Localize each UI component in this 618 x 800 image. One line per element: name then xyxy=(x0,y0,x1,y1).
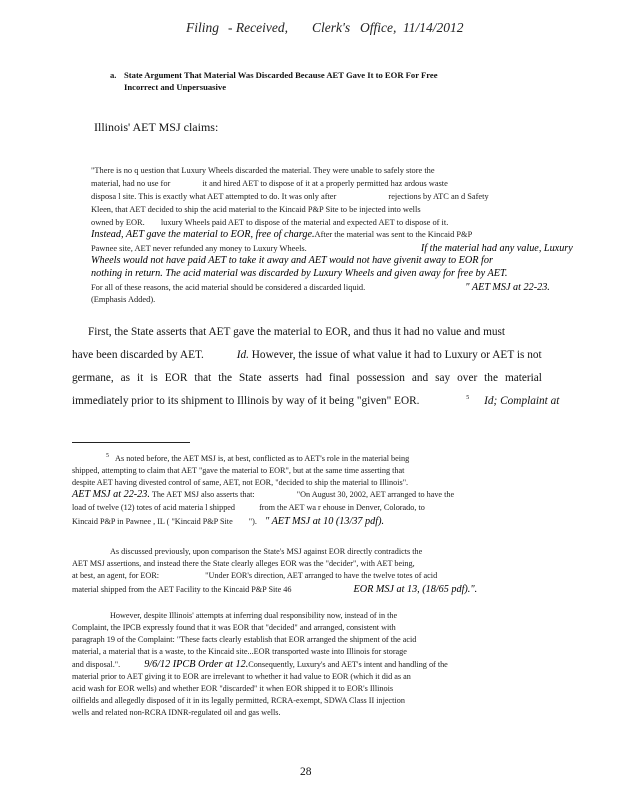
quote-emphasis: If the material had any value, Luxury xyxy=(420,243,573,254)
justified-word: that xyxy=(194,372,212,384)
footnote-text: , IL ( "Kincaid P&P Site xyxy=(153,517,233,526)
quote-emphasis: it away to EOR for xyxy=(415,255,493,266)
footnote-text: at best, an agent, for EOR: xyxy=(72,571,160,580)
footnote-line: material, a material that is a waste, to the Kincaid site...EOR transported waste into Illinois for storage xyxy=(72,647,407,656)
footnote-line xyxy=(72,584,477,595)
footnote-line: However, despite Illinois' attempts at inferring dual responsibility now, instead of in the xyxy=(110,611,398,620)
footnote-line: AET MSJ assertions, and instead there the State clearly alleges EOR was the "decider", with AET being, xyxy=(72,559,415,568)
footnote-line: material prior to AET giving it to EOR are irrelevant to whether it had value to EOR (which it did as an xyxy=(72,672,411,681)
footnote-line: shipped, attempting to claim that AET "gave the material to EOR", but at the same time asserting that xyxy=(72,466,405,475)
justified-word: had xyxy=(305,372,322,384)
justified-word: possession xyxy=(356,372,405,384)
quote-fragment: After the material was sent to the Kincaid P&P xyxy=(314,230,473,239)
header-received: - Received, xyxy=(228,20,288,35)
footnote-line xyxy=(72,659,448,670)
body-line: First, the State asserts that AET gave the material to EOR, and thus it had no value and must xyxy=(88,326,506,338)
justified-word: and xyxy=(411,372,429,384)
quote-line: (Emphasis Added). xyxy=(91,295,156,304)
body-line xyxy=(72,395,559,407)
quote-fragment: material, had no use for xyxy=(91,179,171,188)
section-title-line2: Incorrect and Unpersuasive xyxy=(124,81,227,92)
citation: Id. xyxy=(236,349,249,361)
quote-line xyxy=(91,218,448,227)
footnote-line: paragraph 19 of the Complaint: "These facts clearly establish that EOR arranged the shipment of the acid xyxy=(72,635,417,644)
footnote-citation: 9/6/12 IPCB Order at 12. xyxy=(144,659,249,670)
justified-word: final xyxy=(328,372,350,384)
footnote-text: The AET MSJ also asserts that: xyxy=(151,490,255,499)
footnote-line xyxy=(72,503,425,512)
quote-emphasis: Wheels would not have paid AET to take it away and AET would not have given xyxy=(91,255,416,266)
footnote-line: acid wash for EOR wells) and whether EOR "discarded" it when EOR shipped it to EOR's Illinois xyxy=(72,684,394,693)
header-date: 11/14/2012 xyxy=(403,20,464,35)
quote-fragment: it and hired AET to dispose of it at a properly permitted haz ardous waste xyxy=(202,179,448,188)
justified-word: the xyxy=(484,372,498,384)
justified-word: EOR xyxy=(164,372,188,384)
quote-fragment: luxury Wheels paid AET to dispose of the material and expected AET to dispose of it. xyxy=(160,218,449,227)
citation: Id; Complaint at xyxy=(484,395,560,407)
justified-word: State xyxy=(239,372,262,384)
footnote-line xyxy=(72,489,454,500)
quote-line xyxy=(91,179,448,188)
footnote-text: and disposal.". xyxy=(72,660,121,669)
quote-emphasis: Instead, AET gave the material to EOR, free of charge. xyxy=(91,229,315,240)
quote-emphasis: nothing in return. The acid material was discarded by Luxury Wheels and given away for free by AET. xyxy=(91,268,508,279)
claims-intro: Illinois' AET MSJ claims: xyxy=(94,120,219,134)
section-label: a. xyxy=(110,70,117,80)
justified-word: as xyxy=(120,372,131,384)
justified-word: over xyxy=(457,372,478,384)
quote-fragment: owned by EOR. xyxy=(91,218,145,227)
quote-fragment: disposa l site. This is exactly what AET attempted to do. It was only after xyxy=(91,192,337,201)
footnote-text: r ehouse in Denver, Colorado, to xyxy=(318,503,425,512)
footnote-line: despite AET having divested control of same, AET, not EOR, "decided to ship the material to Illinois". xyxy=(72,478,409,487)
justified-word: asserts xyxy=(268,372,299,384)
body-line-justified xyxy=(72,372,542,384)
quote-fragment: For all of these reasons, the acid material should be considered a discarded liquid. xyxy=(91,283,366,292)
footnote-line: wells and related non-RCRA IDNR-regulated oil and gas wells. xyxy=(72,708,281,717)
footnote-text: load of twelve (12) totes of acid materia xyxy=(72,503,204,512)
quote-line xyxy=(91,282,550,293)
quote-line: "There is no q uestion that Luxury Wheels discarded the material. They were unable to safely store the xyxy=(91,166,435,175)
footnote-text: Kincaid P&P in Pawnee xyxy=(72,517,152,526)
justified-word: germane, xyxy=(72,372,114,384)
footnote-text: As noted before, the AET MSJ is, at best, conflicted as to AET's role in the material being xyxy=(115,453,410,463)
footnote-citation: AET MSJ at 22-23. xyxy=(72,489,150,500)
header-clerks: Clerk's xyxy=(312,20,351,35)
quote-line xyxy=(91,268,507,279)
justified-word: the xyxy=(218,372,233,384)
body-fragment: However, the issue of what value it had to Luxury or AET is not xyxy=(251,349,542,361)
footnote-citation: " AET MSJ at 10 (13/37 pdf). xyxy=(264,516,385,527)
footnote-text: material shipped from the AET Facility to the Kincaid P&P Site 46 xyxy=(72,585,292,594)
header-office: Office, xyxy=(360,20,397,35)
quote-line xyxy=(91,243,573,254)
body-fragment: have been discarded by AET. xyxy=(72,349,204,361)
page-number: 28 xyxy=(300,766,312,778)
footnote-line xyxy=(106,453,409,463)
footnote-text: from the AET wa xyxy=(259,503,316,512)
footnote-line: Complaint, the IPCB expressly found that it was EOR that "decided" and arranged, consistent with xyxy=(72,623,396,632)
footnote-line xyxy=(72,571,437,580)
justified-word: say xyxy=(435,372,451,384)
body-line xyxy=(72,349,542,361)
footnote-text: Consequently, Luxury's and AET's intent and handling of the xyxy=(248,660,448,669)
footnote-line: As discussed previously, upon comparison the State's MSJ against EOR directly contradicts the xyxy=(110,547,423,556)
footnote-text: "). xyxy=(248,517,257,526)
footnote-marker: 5 xyxy=(106,453,109,459)
quote-line xyxy=(91,192,489,201)
section-heading xyxy=(110,70,470,93)
footnote-text: l shipped xyxy=(205,503,236,512)
justified-word: is xyxy=(150,372,158,384)
footnote-marker: 5 xyxy=(466,395,470,402)
footnote-divider xyxy=(72,442,190,443)
footnote-line xyxy=(72,516,384,527)
header-filing: Filing xyxy=(186,20,219,35)
body-fragment: immediately prior to its shipment to Illinois by way of it being "given" EOR. xyxy=(72,395,420,407)
justified-word: material xyxy=(504,372,542,384)
footnote-text: "On August 30, 2002, AET arranged to have the xyxy=(296,490,455,499)
footnote-citation: EOR MSJ at 13, (18/65 pdf).". xyxy=(353,584,478,595)
footnote-line: oilfields and allegedly disposed of it in its legally permitted, RCRA-exempt, SDWA Class II injection xyxy=(72,696,405,705)
quote-line: Kleen, that AET decided to ship the acid material to the Kincaid P&P Site to be injected into wells xyxy=(91,205,421,214)
quote-citation: " AET MSJ at 22-23. xyxy=(465,282,550,293)
quote-fragment: rejections by ATC an d Safety xyxy=(388,192,489,201)
footnote-text: "Under EOR's direction, AET arranged to have the twelve totes of acid xyxy=(205,571,438,580)
quote-line xyxy=(91,255,493,266)
justified-word: it xyxy=(137,372,144,384)
section-title-line1: State Argument That Material Was Discarded Because AET Gave It to EOR For Free xyxy=(124,70,438,80)
quote-fragment: Pawnee site, AET never refunded any money to Luxury Wheels. xyxy=(91,244,307,253)
quote-line xyxy=(91,229,472,240)
